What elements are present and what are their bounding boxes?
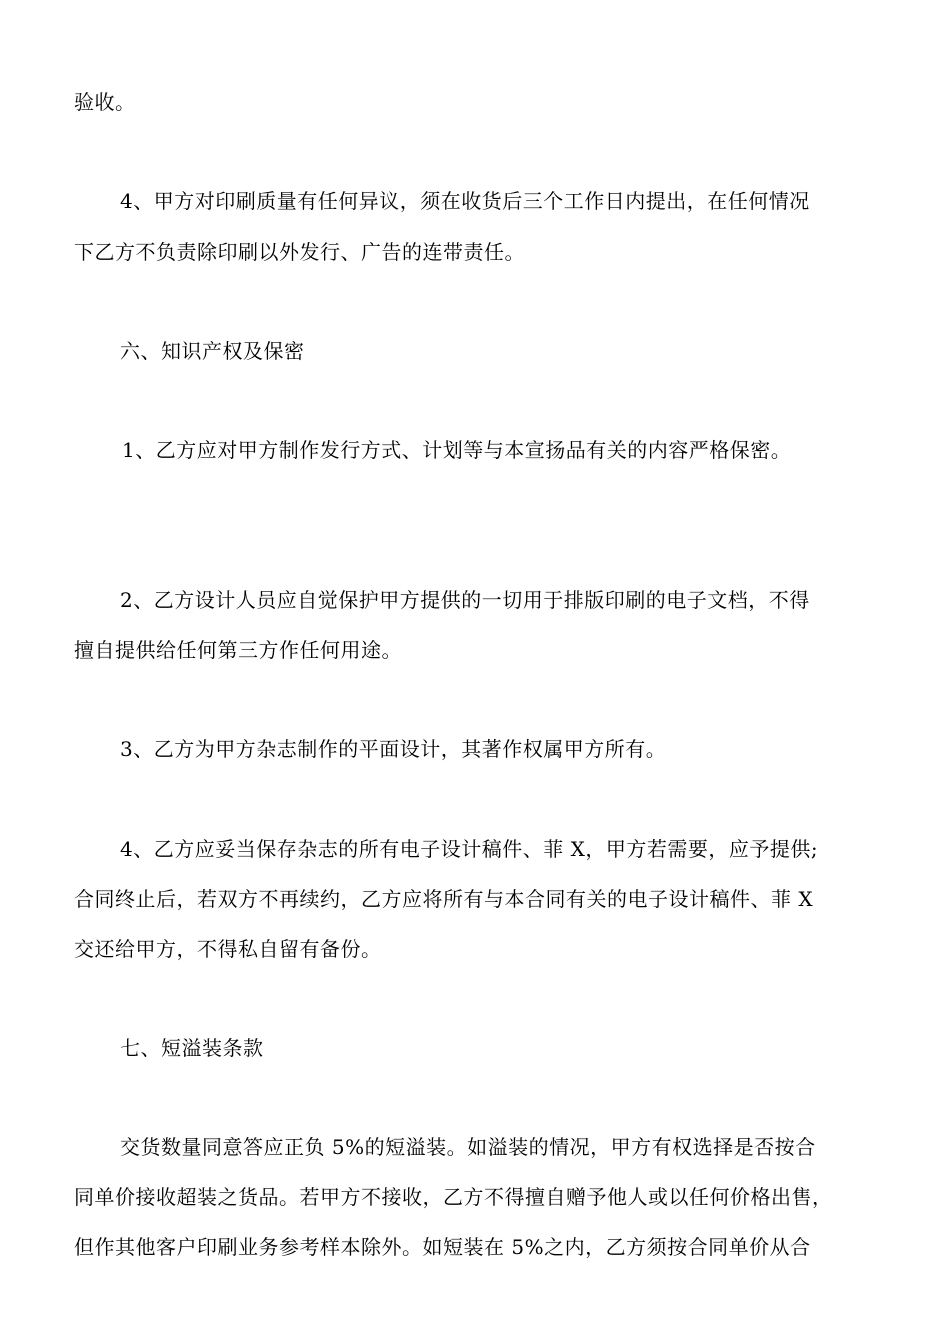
paragraph-line: 擅自提供给任何第三方作任何用途。: [74, 638, 402, 662]
paragraph-line: 但作其他客户印刷业务参考样本除外。如短装在 5%之内，乙方须按合同单价从合: [74, 1235, 811, 1259]
paragraph-line: 下乙方不负责除印刷以外发行、广告的连带责任。: [74, 240, 525, 264]
paragraph-line: 1、乙方应对甲方制作发行方式、计划等与本宣扬品有关的内容严格保密。: [122, 438, 792, 462]
section-heading: 六、知识产权及保密: [120, 339, 305, 363]
paragraph-line: 合同终止后，若双方不再续约，乙方应将所有与本合同有关的电子设计稿件、菲 X: [74, 887, 814, 911]
paragraph-line: 2、乙方设计人员应自觉保护甲方提供的一切用于排版印刷的电子文档，不得: [120, 588, 810, 612]
paragraph-line: 3、乙方为甲方杂志制作的平面设计，其著作权属甲方所有。: [120, 737, 667, 761]
paragraph-line: 同单价接收超装之货品。若甲方不接收，乙方不得擅自赠予他人或以任何价格出售，: [74, 1185, 833, 1209]
paragraph-line: 验收。: [74, 90, 136, 114]
section-heading: 七、短溢装条款: [120, 1036, 264, 1060]
paragraph-line: 交还给甲方，不得私自留有备份。: [74, 937, 382, 961]
paragraph-line: 4、甲方对印刷质量有任何异议，须在收货后三个工作日内提出，在任何情况: [120, 189, 810, 213]
paragraph-line: 交货数量同意答应正负 5%的短溢装。如溢装的情况，甲方有权选择是否按合: [120, 1135, 816, 1159]
paragraph-line: 4、乙方应妥当保存杂志的所有电子设计稿件、菲 X，甲方若需要，应予提供;: [120, 837, 819, 861]
